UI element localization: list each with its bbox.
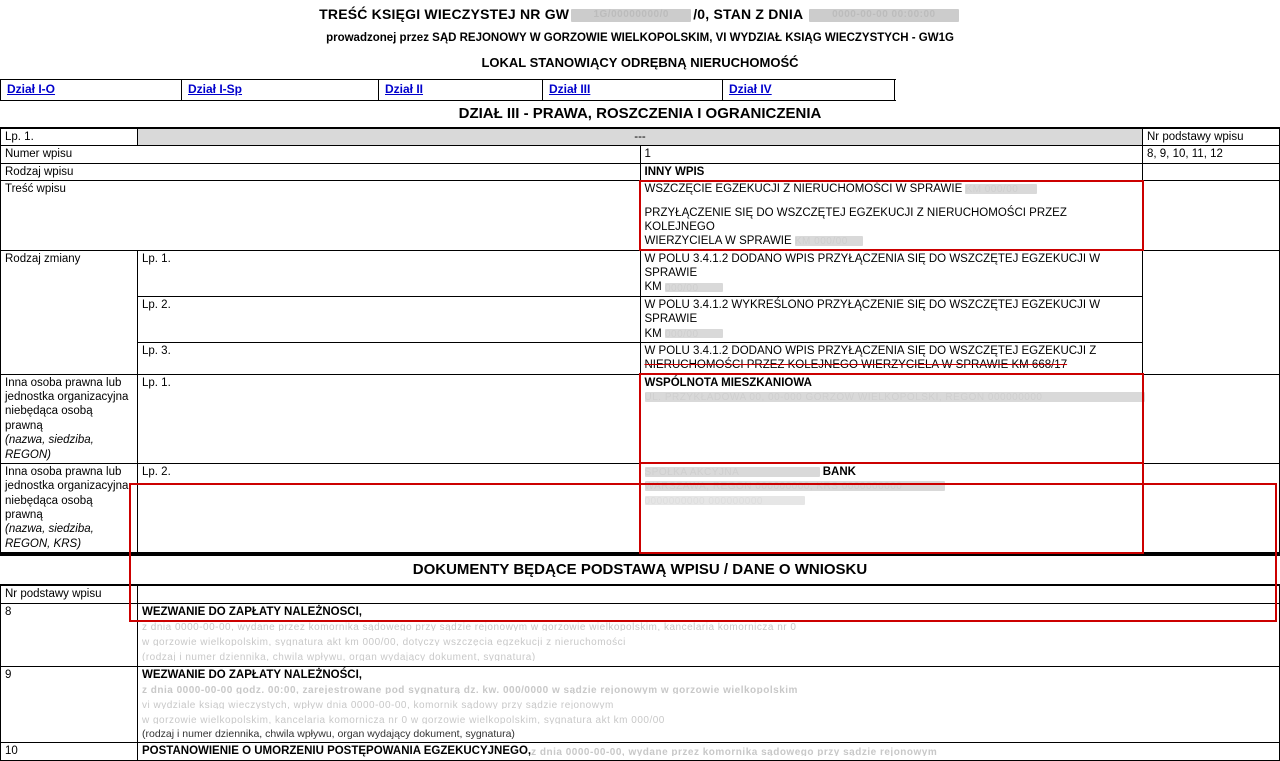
header-property-type: LOKAL STANOWIĄCY ODRĘBNĄ NIERUCHOMOŚĆ (481, 55, 799, 70)
redacted-kw-number: 1G/00000000/0 (571, 9, 691, 22)
rodzaj-zmiany-text-2-line2 (645, 327, 1139, 341)
rodzaj-zmiany-text-3 (640, 342, 1143, 374)
redacted-osoba-1-details: UL. PRZYKŁADOWA 00, 00-000 GORZÓW WIELKOPOLSKI, REGON 000000000 (645, 392, 1145, 402)
tresc-wpisu-podstawa-empty (1143, 181, 1280, 251)
tresc-wpisu-value (640, 181, 1143, 251)
document-nr-8: 8 (1, 604, 138, 667)
header-title-mid: /0, STAN Z DNIA (693, 6, 807, 22)
document-nr-9: 9 (1, 666, 138, 742)
osoba-2-lp: Lp. 2. (138, 463, 641, 552)
redacted-doc-9-line3: w gorzowie wielkopolskim, kancelaria komornicza nr 0 w gorzowie wielkopolskim, sygnatura akt km 000/00 (142, 715, 665, 725)
table-row-numer-wpisu (1, 146, 1280, 163)
document-body-9 (138, 666, 1280, 742)
osoba-1-podstawa-empty (1143, 374, 1280, 463)
rodzaj-zmiany-lp-3: Lp. 3. (138, 342, 641, 374)
osoba-1-value-line (645, 376, 1139, 405)
tab-dzial-iv[interactable]: Dział IV (723, 80, 895, 100)
rodzaj-zmiany-text-3-line2: NIERUCHOMOŚCI PRZEZ KOLEJNEGO WIERZYCIELA W SPRAWIE KM 668/17 (644, 359, 1068, 372)
tresc-wpisu-line3 (645, 234, 1139, 248)
redacted-km-1: KM 000/00 (965, 184, 1037, 194)
table-row-osoba-1 (1, 374, 1280, 463)
redacted-osoba-2-left: SPÓŁKA AKCYJNA (645, 467, 820, 477)
rodzaj-zmiany-lp-2: Lp. 2. (138, 296, 641, 342)
rodzaj-zmiany-text-3-line1: W POLU 3.4.1.2 DODANO WPIS PRZYŁĄCZENIA SIĘ DO WSZCZĘTEJ EGZEKUCJI Z (644, 344, 1097, 357)
tab-dzial-ii[interactable]: Dział II (379, 80, 543, 100)
header-gw-label: GW (544, 6, 570, 22)
rodzaj-zmiany-km-1: KM (644, 281, 662, 294)
document-row-9 (1, 666, 1280, 742)
osoba-2-label (1, 463, 138, 552)
documents-nr-header: Nr podstawy wpisu (1, 586, 138, 604)
document-head-10 (142, 744, 1275, 759)
table-row-rodzaj-zmiany-2 (1, 296, 1280, 342)
osoba-1-label-line2: (nazwa, siedziba, REGON) (5, 434, 94, 461)
rodzaj-wpisu-label: Rodzaj wpisu (1, 163, 641, 180)
osoba-1-label-line1: Inna osoba prawna lub jednostka organizacyjna niebędąca osobą prawną (5, 376, 129, 432)
documents-header-row (1, 586, 1280, 604)
lp-header-cell: Lp. 1. (1, 129, 138, 146)
osoba-2-value-line (645, 465, 1139, 494)
osoba-2-value-cell (640, 463, 1143, 552)
rodzaj-zmiany-label: Rodzaj zmiany (1, 250, 138, 374)
redacted-zmiany-km-1: 000/00 (665, 283, 723, 292)
document-head-8: WEZWANIE DO ZAPŁATY NALEŻNOSCI, (142, 606, 362, 619)
tresc-wpisu-line1 (645, 182, 1139, 196)
tresc-wpisu-line1-text: WSZCZĘCIE EGZEKUCJI Z NIERUCHOMOŚCI W SPRAWIE (644, 183, 963, 196)
redacted-doc-8-line3: (rodzaj i numer dziennika, chwila wpływu, organ wydający dokument, sygnatura) (142, 652, 536, 662)
redacted-date: 0000-00-00 00:00:00 (809, 9, 959, 22)
rodzaj-zmiany-text-2 (640, 296, 1143, 342)
table-row-tresc-wpisu (1, 181, 1280, 251)
section-title: DZIAŁ III - PRAWA, ROSZCZENIA I OGRANICZENIA (0, 101, 1280, 128)
redacted-doc-8-line1: z dnia 0000-00-00, wydane przez komornika sądowego przy sądzie rejonowym w gorzowie wielkopolskim, kancelaria komornicza nr 0 (142, 622, 797, 632)
redacted-km-2: KM 000/00 (795, 236, 863, 246)
rodzaj-zmiany-km-2: KM (644, 327, 662, 340)
numer-wpisu-podstawa: 8, 9, 10, 11, 12 (1143, 146, 1280, 163)
documents-header-empty (138, 586, 1280, 604)
redacted-doc-9-line2: vi wydziale ksiąg wieczystych, wpływ dnia 0000-00-00, komornik sądowy przy sądzie rejonowym (142, 700, 614, 710)
documents-table (0, 585, 1280, 761)
tresc-wpisu-line2: PRZYŁĄCZENIE SIĘ DO WSZCZĘTEJ EGZEKUCJI Z NIERUCHOMOŚCI PRZEZ KOLEJNEGO (644, 206, 1067, 233)
header-court-line: prowadzonej przez SĄD REJONOWY W GORZOWIE WIELKOPOLSKIM, VI WYDZIAŁ KSIĄG WIECZYSTYCH - GW1G (326, 32, 954, 44)
redacted-osoba-2-line2: 0000000000 000000000 (645, 496, 805, 505)
osoba-1-name: WSPÓLNOTA MIESZKANIOWA (644, 376, 812, 389)
document-head-10-text: POSTANOWIENIE O UMORZENIU POSTĘPOWANIA EGZEKUCYJNEGO, (142, 745, 532, 758)
rodzaj-zmiany-text-2-line1: W POLU 3.4.1.2 WYKREŚLONO PRZYŁĄCZENIE SIĘ DO WSZCZĘTEJ EGZEKUCJI W SPRAWIE (644, 298, 1101, 326)
header-title-line (0, 6, 1280, 22)
redacted-zmiany-km-2: 000/00 (665, 329, 723, 338)
document-header (0, 0, 1280, 70)
tab-dzial-i-o[interactable]: Dział I-O (0, 80, 182, 100)
rodzaj-zmiany-lp-1: Lp. 1. (138, 250, 641, 296)
redacted-doc-9-line1: z dnia 0000-00-00 godz. 00:00, zarejestrowane pod sygnaturą dz. kw. 000/0000 w sądzie rejonowym w gorzowie wielkopolskim (142, 685, 798, 695)
dzial-iii-table (0, 128, 1280, 553)
section-tabs[interactable] (0, 79, 896, 101)
osoba-2-label-line2: (nazwa, siedziba, REGON, KRS) (5, 523, 94, 550)
osoba-2-podstawa-empty (1143, 463, 1280, 552)
table-row-rodzaj-zmiany-3 (1, 342, 1280, 374)
tresc-wpisu-line3-text: WIERZYCIELA W SPRAWIE (644, 235, 792, 248)
osoba-1-lp: Lp. 1. (138, 374, 641, 463)
document-head-9-text: WEZWANIE DO ZAPŁATY NALEŻNOŚCI, (142, 668, 362, 681)
table-row-lp-header (1, 129, 1280, 146)
rodzaj-wpisu-value: INNY WPIS (640, 163, 1143, 180)
nr-podstawy-header-cell: Nr podstawy wpisu (1143, 129, 1280, 146)
redacted-doc-10-line1: z dnia 0000-00-00, wydane przez komornika sądowego przy sądzie rejonowym (531, 746, 938, 756)
tab-dzial-i-sp[interactable]: Dział I-Sp (182, 80, 379, 100)
document-body-10 (138, 743, 1280, 761)
document-row-10 (1, 743, 1280, 761)
numer-wpisu-value: 1 (640, 146, 1143, 163)
osoba-1-value-cell (640, 374, 1143, 463)
osoba-2-value-line2 (645, 494, 1139, 508)
rodzaj-wpisu-podstawa-empty (1143, 163, 1280, 180)
rodzaj-zmiany-podstawa-empty (1143, 250, 1280, 374)
osoba-1-label (1, 374, 138, 463)
table-row-osoba-2 (1, 463, 1280, 552)
numer-wpisu-label: Numer wpisu (1, 146, 641, 163)
redacted-osoba-2-right: WARSZAWA, REGON 000000000, KRS 0000000000 (645, 481, 945, 491)
table-row-rodzaj-wpisu (1, 163, 1280, 180)
document-row-8 (1, 604, 1280, 667)
tresc-wpisu-label: Treść wpisu (1, 181, 641, 251)
osoba-2-label-line1: Inna osoba prawna lub jednostka organizacyjna niebędąca osobą prawną (5, 465, 129, 521)
lp-dashes-cell: --- (138, 129, 1143, 146)
osoba-2-name: BANK (822, 465, 856, 478)
rodzaj-zmiany-text-1 (640, 250, 1143, 296)
rodzaj-zmiany-text-1-line2 (645, 280, 1139, 294)
document-nr-10: 10 (1, 743, 138, 761)
rodzaj-zmiany-text-1-line1: W POLU 3.4.1.2 DODANO WPIS PRZYŁĄCZENIA SIĘ DO WSZCZĘTEJ EGZEKUCJI W SPRAWIE (644, 252, 1101, 279)
documents-section-title: DOKUMENTY BĘDĄCE PODSTAWĄ WPISU / DANE O WNIOSKU (0, 553, 1280, 585)
document-fineprint-9: (rodzaj i numer dziennika, chwila wpływu, organ wydający dokument, sygnatura) (142, 727, 515, 740)
header-title-prefix: TREŚĆ KSIĘGI WIECZYSTEJ NR (319, 6, 545, 22)
document-body-8 (138, 604, 1280, 667)
document-head-9 (142, 668, 1275, 698)
redacted-doc-8-line2: w gorzowie wielkopolskim, sygnatura akt km 000/00, dotyczy wszczęcia egzekucji z nieruchomości (142, 637, 626, 647)
table-row-rodzaj-zmiany-1 (1, 250, 1280, 296)
tab-dzial-iii[interactable]: Dział III (543, 80, 723, 100)
